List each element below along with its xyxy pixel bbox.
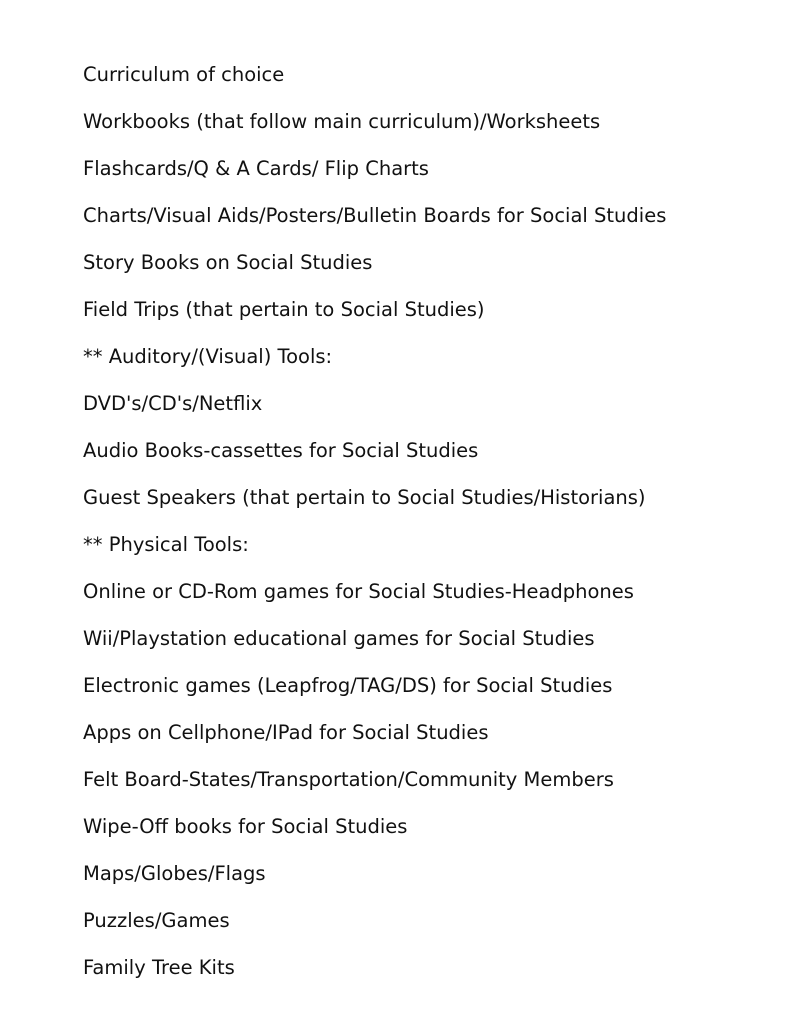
list-item: Apps on Cellphone/IPad for Social Studies [83, 721, 489, 744]
section-heading-auditory: ** Auditory/(Visual) Tools: [83, 345, 333, 368]
list-item: Electronic games (Leapfrog/TAG/DS) for Social Studies [83, 674, 613, 697]
list-item: DVD's/CD's/Netflix [83, 392, 263, 415]
list-item: Curriculum of choice [83, 63, 285, 86]
section-heading-physical: ** Physical Tools: [83, 533, 249, 556]
list-item: Wipe-Off books for Social Studies [83, 815, 408, 838]
list-item: Charts/Visual Aids/Posters/Bulletin Boards for Social Studies [83, 204, 667, 227]
resource-list [83, 59, 666, 999]
list-item: Online or CD-Rom games for Social Studies-Headphones [83, 580, 634, 603]
list-item: Workbooks (that follow main curriculum)/Worksheets [83, 110, 601, 133]
list-item: Wii/Playstation educational games for Social Studies [83, 627, 595, 650]
list-item: Field Trips (that pertain to Social Studies) [83, 298, 485, 321]
list-item: Felt Board-States/Transportation/Community Members [83, 768, 614, 791]
list-item: Guest Speakers (that pertain to Social Studies/Historians) [83, 486, 646, 509]
list-item: Audio Books-cassettes for Social Studies [83, 439, 479, 462]
list-item: Story Books on Social Studies [83, 251, 373, 274]
list-item: Family Tree Kits [83, 956, 235, 979]
list-item: Puzzles/Games [83, 909, 230, 932]
list-item: Maps/Globes/Flags [83, 862, 266, 885]
list-item: Flashcards/Q & A Cards/ Flip Charts [83, 157, 429, 180]
